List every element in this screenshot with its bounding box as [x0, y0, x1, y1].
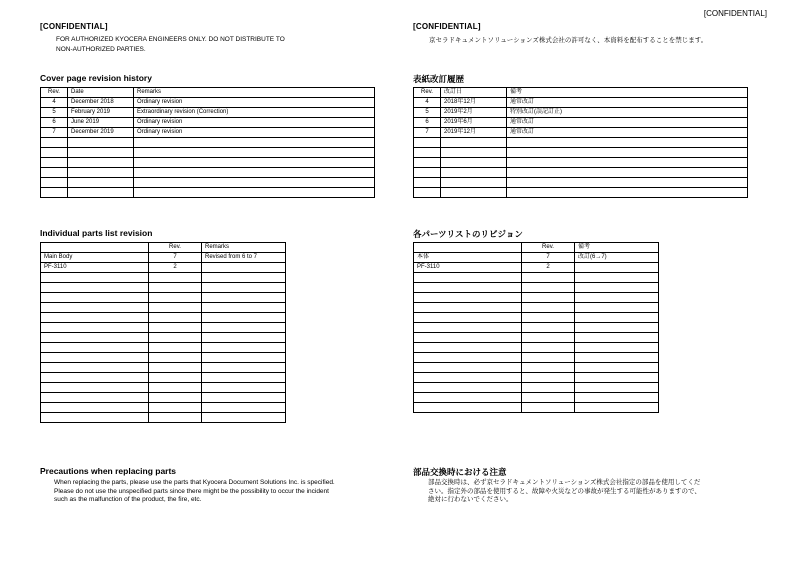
table-cell: 4	[41, 98, 68, 108]
table-row	[41, 273, 286, 283]
table-cell	[414, 168, 441, 178]
table-cell	[41, 178, 68, 188]
table-row	[41, 253, 286, 263]
table-cell	[507, 188, 748, 198]
table-row	[414, 293, 659, 303]
table-row	[414, 188, 748, 198]
table-header-cell: 改訂日	[441, 88, 507, 98]
table-row	[41, 138, 375, 148]
table-cell: 5	[41, 108, 68, 118]
table-cell	[441, 158, 507, 168]
table-cell: 7	[522, 253, 575, 263]
table-cell	[202, 303, 286, 313]
right-prec-line: 絶対に行わないでください。	[428, 496, 513, 503]
table-cell	[149, 313, 202, 323]
table-cell: 7	[414, 128, 441, 138]
table-cell	[575, 303, 659, 313]
table-cell	[507, 168, 748, 178]
table-cell	[149, 283, 202, 293]
table-cell	[414, 363, 522, 373]
table-row	[414, 263, 659, 273]
right-cover-title: 表紙改訂履歴	[413, 74, 465, 84]
table-cell	[41, 273, 149, 283]
right-parts-title: 各パーツリストのリビジョン	[413, 229, 523, 239]
table-cell: 特別改訂(誤記訂正)	[507, 108, 748, 118]
left-prec-line: Please do not use the unspecified parts since there might be the possibility to occur the incident	[54, 487, 329, 495]
table-cell	[149, 413, 202, 423]
table-row	[414, 313, 659, 323]
table-cell	[149, 403, 202, 413]
table-cell: 2019年2月	[441, 108, 507, 118]
table-header-row	[414, 88, 748, 98]
table-row	[414, 333, 659, 343]
table-cell	[68, 138, 134, 148]
table-header-cell: Rev.	[149, 243, 202, 253]
right-note-line: 京セラドキュメントソリューションズ株式会社の許可なく、本資料を配布することを禁じます。	[429, 37, 708, 44]
table-row	[41, 413, 286, 423]
table-cell: Ordinary revision	[134, 118, 375, 128]
table-row	[41, 108, 375, 118]
table-cell	[202, 403, 286, 413]
table-cell	[149, 323, 202, 333]
table-cell	[507, 158, 748, 168]
table-cell	[134, 168, 375, 178]
table-cell	[441, 168, 507, 178]
table-header-cell: 備考	[575, 243, 659, 253]
table-cell	[414, 293, 522, 303]
table-cell	[134, 148, 375, 158]
table-cell	[414, 148, 441, 158]
table-cell: 通常改訂	[507, 128, 748, 138]
right-prec-line: さい。指定外の部品を使用すると、故障や火災などの事故が発生する可能性がありますので、	[428, 487, 701, 495]
table-row	[414, 98, 748, 108]
table-row	[41, 383, 286, 393]
table-cell	[575, 273, 659, 283]
table-cell	[522, 313, 575, 323]
table-cell	[41, 363, 149, 373]
left-cover-revision-table	[40, 87, 375, 198]
table-cell	[149, 273, 202, 283]
table-cell	[68, 148, 134, 158]
table-row	[41, 293, 286, 303]
table-row	[41, 168, 375, 178]
table-header-cell: Rev.	[41, 88, 68, 98]
table-cell	[441, 178, 507, 188]
table-header-cell	[414, 243, 522, 253]
table-cell	[522, 303, 575, 313]
table-cell	[575, 333, 659, 343]
table-cell	[134, 158, 375, 168]
table-header-cell: Rev.	[522, 243, 575, 253]
left-cover-title: Cover page revision history	[40, 73, 152, 83]
table-cell: February 2019	[68, 108, 134, 118]
table-cell	[149, 333, 202, 343]
table-cell	[507, 148, 748, 158]
table-row	[41, 263, 286, 273]
table-cell	[202, 413, 286, 423]
left-parts-title: Individual parts list revision	[40, 228, 153, 238]
table-cell	[41, 283, 149, 293]
table-row	[414, 148, 748, 158]
table-cell	[202, 393, 286, 403]
table-row	[414, 403, 659, 413]
table-cell	[522, 323, 575, 333]
table-header-row	[41, 243, 286, 253]
table-row	[414, 178, 748, 188]
corner-confidential-label: [CONFIDENTIAL]	[703, 9, 767, 18]
table-cell	[41, 313, 149, 323]
table-row	[41, 323, 286, 333]
table-row	[41, 283, 286, 293]
table-cell	[522, 293, 575, 303]
table-cell: PF-3110	[41, 263, 149, 273]
table-cell	[414, 178, 441, 188]
table-cell	[41, 413, 149, 423]
right-precautions-title: 部品交換時における注意	[413, 467, 507, 477]
table-cell	[134, 138, 375, 148]
table-row	[414, 343, 659, 353]
right-prec-line: 部品交換時は、必ず京セラドキュメントソリューションズ株式会社指定の部品を使用してくだ	[428, 479, 701, 486]
table-row	[414, 128, 748, 138]
table-cell	[414, 313, 522, 323]
table-cell	[507, 178, 748, 188]
table-cell	[134, 178, 375, 188]
table-row	[41, 128, 375, 138]
table-cell	[41, 333, 149, 343]
table-row	[41, 313, 286, 323]
table-row	[414, 273, 659, 283]
table-cell	[414, 323, 522, 333]
table-cell	[68, 168, 134, 178]
table-cell	[202, 323, 286, 333]
table-cell	[575, 263, 659, 273]
table-cell	[522, 283, 575, 293]
table-cell	[68, 188, 134, 198]
table-cell: 2	[149, 263, 202, 273]
table-cell	[149, 343, 202, 353]
table-cell	[202, 383, 286, 393]
table-cell	[522, 363, 575, 373]
left-confidential-note	[56, 35, 285, 54]
table-row	[414, 283, 659, 293]
left-note-line: NON-AUTHORIZED PARTIES.	[56, 45, 146, 53]
table-cell	[522, 373, 575, 383]
table-cell	[41, 373, 149, 383]
table-row	[414, 303, 659, 313]
right-cover-revision-table	[413, 87, 748, 198]
table-header-cell	[41, 243, 149, 253]
table-cell	[202, 273, 286, 283]
table-cell	[68, 158, 134, 168]
left-prec-line: such as the malfunction of the product, the fire, etc.	[54, 496, 202, 503]
table-cell	[414, 383, 522, 393]
table-cell	[575, 343, 659, 353]
table-cell: PF-3110	[414, 263, 522, 273]
table-row	[41, 403, 286, 413]
table-cell	[149, 303, 202, 313]
table-cell: 7	[41, 128, 68, 138]
table-cell	[149, 353, 202, 363]
table-cell: 2	[522, 263, 575, 273]
table-row	[414, 373, 659, 383]
table-row	[414, 393, 659, 403]
table-cell	[68, 178, 134, 188]
table-row	[41, 363, 286, 373]
table-cell	[414, 333, 522, 343]
table-cell	[575, 373, 659, 383]
table-cell	[414, 273, 522, 283]
table-cell	[414, 343, 522, 353]
table-cell	[522, 403, 575, 413]
table-cell	[41, 323, 149, 333]
table-cell	[149, 393, 202, 403]
table-cell	[414, 188, 441, 198]
table-cell	[575, 383, 659, 393]
table-cell: Ordinary revision	[134, 98, 375, 108]
right-parts-revision-table	[413, 242, 659, 413]
table-cell: 改訂(6→7)	[575, 253, 659, 263]
table-cell	[202, 373, 286, 383]
table-cell	[575, 363, 659, 373]
right-confidential-note	[429, 36, 707, 46]
table-cell: 6	[41, 118, 68, 128]
table-row	[414, 383, 659, 393]
table-cell	[149, 383, 202, 393]
table-cell	[202, 283, 286, 293]
table-cell	[414, 373, 522, 383]
table-header-cell: Remarks	[202, 243, 286, 253]
table-row	[414, 168, 748, 178]
table-cell: Main Body	[41, 253, 149, 263]
table-cell	[441, 138, 507, 148]
table-cell	[202, 343, 286, 353]
left-prec-line: When replacing the parts, please use the parts that Kyocera Document Solutions Inc. is specified.	[54, 479, 335, 486]
table-cell	[522, 343, 575, 353]
table-row	[41, 393, 286, 403]
table-cell: 6	[414, 118, 441, 128]
table-cell	[41, 293, 149, 303]
table-cell	[414, 158, 441, 168]
table-cell	[575, 353, 659, 363]
table-cell: Ordinary revision	[134, 128, 375, 138]
table-cell	[41, 303, 149, 313]
table-cell	[522, 333, 575, 343]
table-header-cell: Remarks	[134, 88, 375, 98]
table-cell	[522, 353, 575, 363]
table-cell	[41, 138, 68, 148]
left-confidential-label: [CONFIDENTIAL]	[40, 22, 108, 31]
left-precautions-text	[54, 479, 384, 505]
table-cell: Revised from 6 to 7	[202, 253, 286, 263]
table-cell	[134, 188, 375, 198]
table-header-row	[414, 243, 659, 253]
table-row	[41, 188, 375, 198]
table-cell	[575, 313, 659, 323]
table-cell: 4	[414, 98, 441, 108]
table-cell: Extraordinary revision (Correction)	[134, 108, 375, 118]
table-cell	[149, 373, 202, 383]
table-row	[414, 158, 748, 168]
table-row	[414, 108, 748, 118]
table-cell	[41, 343, 149, 353]
table-cell	[414, 403, 522, 413]
table-row	[414, 323, 659, 333]
table-cell: 通常改訂	[507, 118, 748, 128]
table-row	[41, 303, 286, 313]
table-cell	[522, 393, 575, 403]
table-cell: 5	[414, 108, 441, 118]
table-cell	[202, 353, 286, 363]
right-confidential-label: [CONFIDENTIAL]	[413, 22, 481, 31]
table-row	[41, 178, 375, 188]
table-cell	[575, 293, 659, 303]
table-cell	[414, 393, 522, 403]
table-cell: June 2019	[68, 118, 134, 128]
table-cell	[202, 263, 286, 273]
table-header-cell: 備考	[507, 88, 748, 98]
table-row	[41, 353, 286, 363]
table-cell	[575, 403, 659, 413]
table-cell	[202, 333, 286, 343]
table-cell	[202, 363, 286, 373]
table-cell	[575, 393, 659, 403]
table-cell: 7	[149, 253, 202, 263]
table-cell	[41, 188, 68, 198]
table-row	[414, 118, 748, 128]
table-cell	[575, 283, 659, 293]
table-cell	[202, 293, 286, 303]
table-header-cell: Date	[68, 88, 134, 98]
table-cell	[441, 188, 507, 198]
table-cell	[41, 353, 149, 363]
table-cell	[149, 363, 202, 373]
table-cell	[41, 148, 68, 158]
table-row	[41, 373, 286, 383]
table-header-cell: Rev.	[414, 88, 441, 98]
table-row	[41, 343, 286, 353]
table-cell	[414, 283, 522, 293]
table-cell	[41, 168, 68, 178]
right-precautions-text	[428, 479, 768, 505]
table-row	[41, 333, 286, 343]
table-cell: December 2019	[68, 128, 134, 138]
table-cell: 通常改訂	[507, 98, 748, 108]
table-row	[41, 148, 375, 158]
table-cell: 2018年12月	[441, 98, 507, 108]
table-header-row	[41, 88, 375, 98]
table-cell	[414, 138, 441, 148]
table-cell	[414, 353, 522, 363]
table-row	[41, 98, 375, 108]
table-row	[414, 253, 659, 263]
table-cell	[575, 323, 659, 333]
table-cell	[522, 383, 575, 393]
left-note-line: FOR AUTHORIZED KYOCERA ENGINEERS ONLY. DO NOT DISTRIBUTE TO	[56, 36, 285, 43]
table-row	[41, 158, 375, 168]
table-cell	[149, 293, 202, 303]
table-cell: 本体	[414, 253, 522, 263]
table-cell	[41, 383, 149, 393]
table-cell: December 2018	[68, 98, 134, 108]
table-cell	[41, 158, 68, 168]
table-row	[414, 353, 659, 363]
left-precautions-title: Precautions when replacing parts	[40, 466, 177, 476]
table-cell	[414, 303, 522, 313]
table-cell: 2019年12月	[441, 128, 507, 138]
table-row	[41, 118, 375, 128]
table-cell	[41, 393, 149, 403]
table-row	[414, 363, 659, 373]
left-parts-revision-table	[40, 242, 286, 423]
table-cell	[202, 313, 286, 323]
table-cell	[522, 273, 575, 283]
table-row	[414, 138, 748, 148]
table-cell	[41, 403, 149, 413]
table-cell	[441, 148, 507, 158]
table-cell: 2019年6月	[441, 118, 507, 128]
table-cell	[507, 138, 748, 148]
